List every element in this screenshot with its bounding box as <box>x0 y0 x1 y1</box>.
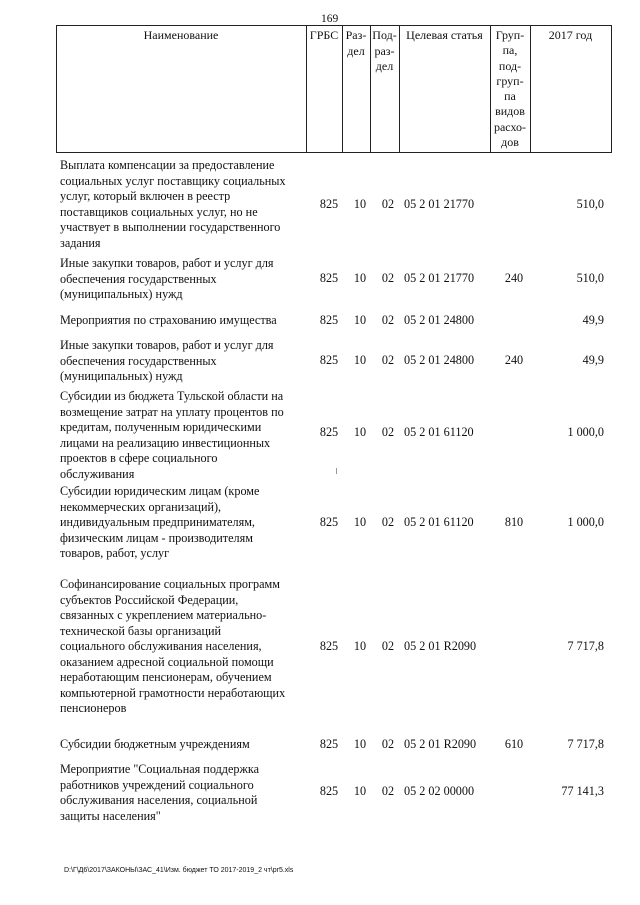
page-number: 169 <box>321 13 339 25</box>
row-name: Иные закупки товаров, работ и услуг для обеспечения государственных (муниципальных) нужд <box>60 338 274 383</box>
row-name: Иные закупки товаров, работ и услуг для обеспечения государственных (муниципальных) нужд <box>60 256 274 301</box>
row-razdel: 10 <box>353 515 367 529</box>
row-name: Субсидии юридическим лицам (кроме некоммерческих организаций), индивидуальным предпринимателям, физическим лицам - производителям товаров, работ, услуг <box>60 484 260 560</box>
row-podrazdel: 02 <box>381 271 395 285</box>
header-target: Целевая статья <box>406 28 483 42</box>
row-razdel: 10 <box>353 425 367 439</box>
row-grbs: 825 <box>319 313 339 327</box>
row-target: 05 2 01 21770 <box>404 271 475 285</box>
row-name: Субсидии из бюджета Тульской области на возмещение затрат на уплату процентов по кредитам, полученным юридическими лицами на реализацию инвестиционных проектов в сфере социального обслуживания <box>60 389 284 481</box>
table-row <box>60 256 608 306</box>
table-row <box>60 762 608 828</box>
row-name: Субсидии бюджетным учреждениям <box>60 737 250 751</box>
table-row <box>60 484 608 564</box>
row-grbs: 825 <box>319 784 339 798</box>
row-amount: 1 000,0 <box>567 425 604 439</box>
row-razdel: 10 <box>353 737 367 751</box>
table-row <box>60 389 608 484</box>
row-grbs: 825 <box>319 639 339 653</box>
row-group: 610 <box>504 737 524 751</box>
row-target: 05 2 01 21770 <box>404 197 475 211</box>
header-podrazdel: Под- раз- дел <box>372 28 397 73</box>
row-razdel: 10 <box>353 639 367 653</box>
scan-mark <box>336 468 337 474</box>
row-target: 05 2 01 24800 <box>404 353 475 367</box>
row-name: Мероприятия по страхованию имущества <box>60 313 277 327</box>
row-podrazdel: 02 <box>381 737 395 751</box>
row-podrazdel: 02 <box>381 784 395 798</box>
row-grbs: 825 <box>319 197 339 211</box>
header-group: Груп- па, под- груп- па видов расхо- дов <box>493 28 527 150</box>
header-razdel: Раз- дел <box>345 28 367 58</box>
row-amount: 510,0 <box>576 271 604 285</box>
row-podrazdel: 02 <box>381 639 395 653</box>
table-header <box>56 25 612 153</box>
row-target: 05 2 01 61120 <box>404 425 474 439</box>
row-name: Выплата компенсации за предоставление социальных услуг поставщику социальных услуг, который включен в реестр поставщиков социальных услуг, но не участвует в выполнении государственного задания <box>60 158 286 250</box>
row-amount: 49,9 <box>582 313 604 327</box>
row-grbs: 825 <box>319 353 339 367</box>
table-row <box>60 313 608 331</box>
row-target: 05 2 02 00000 <box>404 784 475 798</box>
table-row <box>60 577 608 719</box>
row-target: 05 2 01 24800 <box>404 313 475 327</box>
header-grbs: ГРБС <box>309 28 339 42</box>
row-amount: 7 717,8 <box>567 639 604 653</box>
row-razdel: 10 <box>353 271 367 285</box>
row-grbs: 825 <box>319 515 339 529</box>
table-row <box>60 338 608 388</box>
header-name: Наименование <box>143 28 219 42</box>
row-podrazdel: 02 <box>381 313 395 327</box>
row-grbs: 825 <box>319 271 339 285</box>
row-name: Софинансирование социальных программ субъектов Российской Федерации, связанных с укреплением материально- технической базы организаций социального обслуживания населения, оказанием адресной социальной помощи неработающим пенсионерам, обучением компьютерной грамотности неработающих пенсионеров <box>60 577 286 715</box>
row-podrazdel: 02 <box>381 425 395 439</box>
row-target: 05 2 01 61120 <box>404 515 474 529</box>
row-podrazdel: 02 <box>381 353 395 367</box>
row-razdel: 10 <box>353 197 367 211</box>
table-row <box>60 158 608 253</box>
row-razdel: 10 <box>353 353 367 367</box>
row-amount: 7 717,8 <box>567 737 604 751</box>
row-amount: 510,0 <box>576 197 604 211</box>
row-group: 810 <box>504 515 524 529</box>
row-podrazdel: 02 <box>381 515 395 529</box>
row-grbs: 825 <box>319 425 339 439</box>
row-group: 240 <box>504 353 524 367</box>
row-grbs: 825 <box>319 737 339 751</box>
row-target: 05 2 01 R2090 <box>404 639 477 653</box>
row-name: Мероприятие "Социальная поддержка работников учреждений социального обслуживания населения, социальной защиты населения" <box>60 762 260 823</box>
row-amount: 49,9 <box>582 353 604 367</box>
file-path-footer: D:\Г\Д6\2017\ЗАКОНЫ\ЗАС_41\Изм. бюджет ТО 2017-2019_2 чт\pr5.xls <box>64 867 294 874</box>
row-razdel: 10 <box>353 784 367 798</box>
row-group: 240 <box>504 271 524 285</box>
row-amount: 1 000,0 <box>567 515 604 529</box>
row-podrazdel: 02 <box>381 197 395 211</box>
row-target: 05 2 01 R2090 <box>404 737 477 751</box>
table-row <box>60 737 608 755</box>
row-razdel: 10 <box>353 313 367 327</box>
header-year: 2017 год <box>548 28 593 42</box>
row-amount: 77 141,3 <box>561 784 604 798</box>
